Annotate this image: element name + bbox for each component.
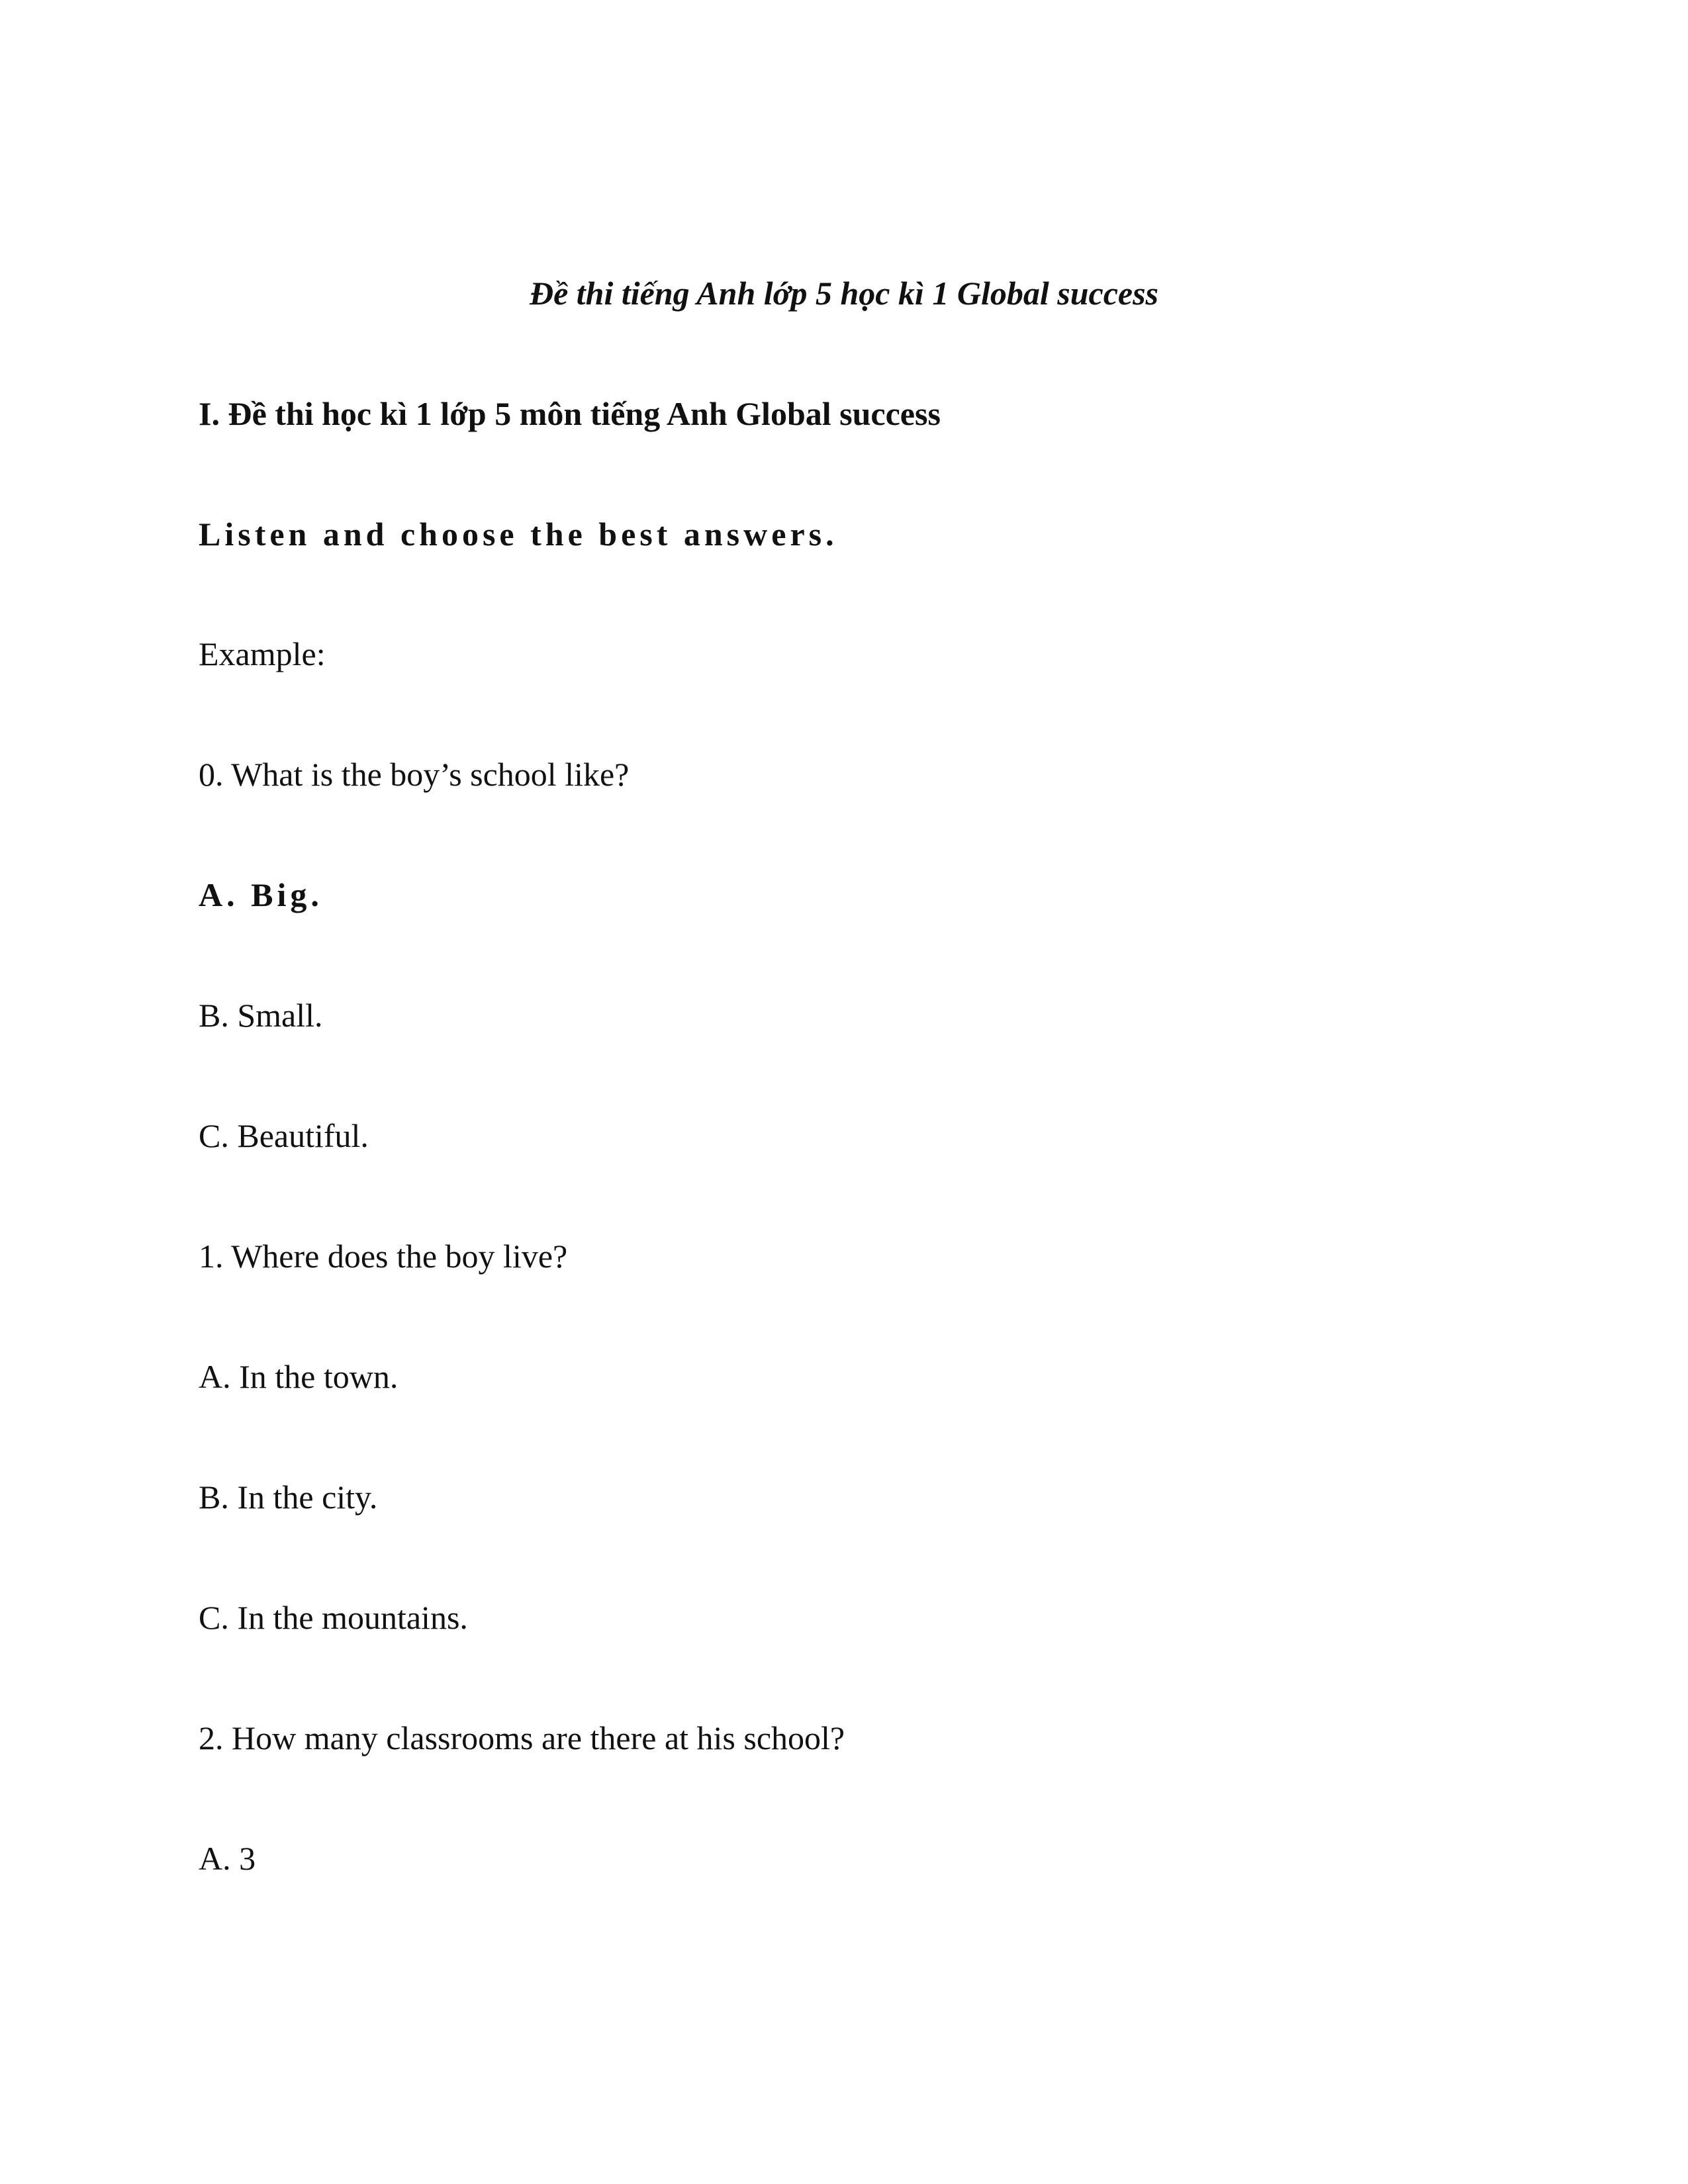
example-label: Example: — [199, 635, 326, 672]
question-1-option-b: B. In the city. — [199, 1479, 378, 1516]
section-heading: I. Đề thi học kì 1 lớp 5 môn tiếng Anh Global success — [199, 395, 941, 432]
question-2-option-a: A. 3 — [199, 1840, 256, 1877]
document-title: Đề thi tiếng Anh lớp 5 học kì 1 Global success — [529, 275, 1159, 312]
question-0-option-b: B. Small. — [199, 997, 323, 1034]
question-1-option-a: A. In the town. — [199, 1358, 399, 1395]
question-1: 1. Where does the boy live? — [199, 1238, 568, 1275]
question-0-option-c: C. Beautiful. — [199, 1117, 369, 1154]
question-0: 0. What is the boy’s school like? — [199, 756, 630, 793]
question-1-option-c: C. In the mountains. — [199, 1599, 468, 1636]
question-2: 2. How many classrooms are there at his school? — [199, 1719, 845, 1756]
question-0-option-a: A. Big. — [199, 876, 323, 913]
instruction-text: Listen and choose the best answers. — [199, 516, 838, 553]
